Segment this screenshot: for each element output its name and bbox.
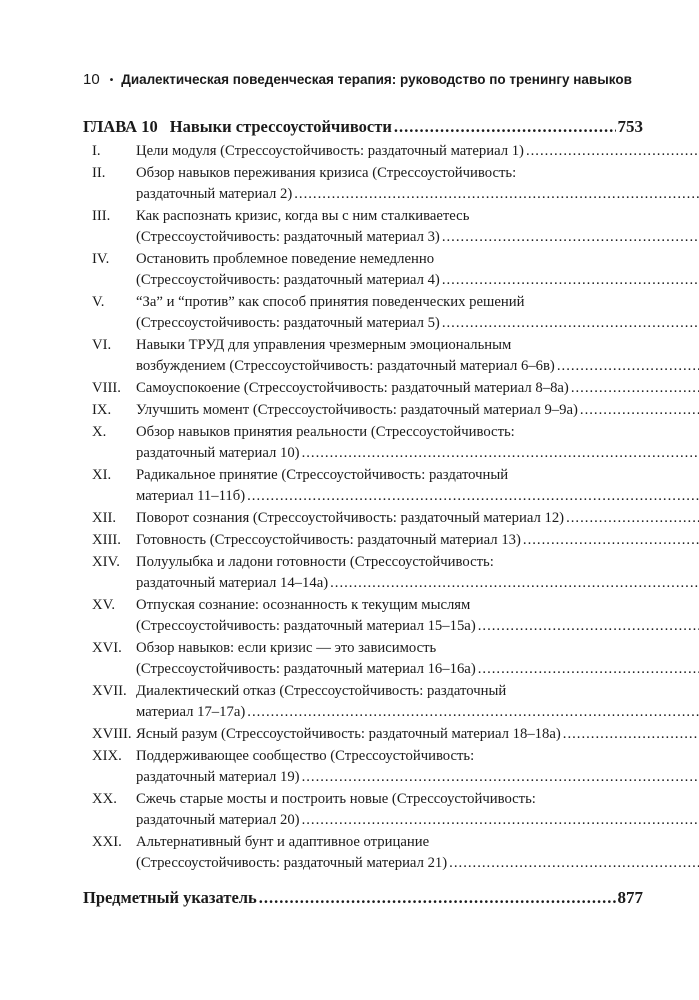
entry-body (136, 249, 699, 291)
dot-leader (571, 378, 699, 399)
entry-body (136, 508, 699, 529)
toc-entry[interactable] (83, 206, 643, 248)
entry-text: (Стрессоустойчивость: раздаточный материал 16–16а) (136, 661, 476, 677)
entry-title-line2 (136, 141, 699, 162)
entry-text: материал 11–11б) (136, 488, 246, 504)
entry-title-line1: Радикальное принятие (Стрессоустойчивость: раздаточный (136, 467, 509, 483)
entry-title-line1: Обзор навыков принятия реальности (Стрессоустойчивость: (136, 424, 515, 440)
entry-text: раздаточный материал 20) (136, 812, 300, 828)
toc-entry[interactable] (83, 292, 643, 334)
entry-number: III. (92, 208, 111, 224)
entry-title-line1: Альтернативный бунт и адаптивное отрицание (136, 834, 430, 850)
entry-body (136, 638, 699, 680)
toc-entry[interactable] (83, 249, 643, 291)
book-title: Диалектическая поведенческая терапия: руководство по тренингу навыков (121, 72, 632, 87)
bullet-separator: • (109, 75, 114, 86)
dot-leader (563, 724, 699, 745)
entry-text: (Стрессоустойчивость: раздаточный материал 4) (136, 272, 440, 288)
dot-leader (526, 141, 699, 162)
entry-number: XVIII. (92, 726, 132, 742)
toc-entry[interactable] (83, 724, 643, 745)
entry-text: раздаточный материал 19) (136, 769, 300, 785)
entry-title-line2 (136, 356, 699, 377)
toc-entry[interactable] (83, 595, 643, 637)
entry-body (136, 746, 699, 788)
dot-leader (394, 116, 616, 138)
entry-title-line2 (136, 810, 699, 831)
toc-entry[interactable] (83, 789, 643, 831)
dot-leader (442, 270, 699, 291)
dot-leader (449, 853, 699, 874)
entry-number: XI. (92, 467, 112, 483)
toc-entries (83, 141, 643, 874)
toc-entry[interactable] (83, 746, 643, 788)
toc-entry[interactable] (83, 400, 643, 421)
entry-number: VIII. (92, 380, 121, 396)
entry-title-line2 (136, 530, 699, 551)
entry-title-line2 (136, 443, 699, 464)
entry-title-line1: Обзор навыков: если кризис — это зависимость (136, 640, 437, 656)
entry-title-line1: Поддерживающее сообщество (Стрессоустойчивость: (136, 748, 475, 764)
dot-leader (442, 227, 699, 248)
entry-title-line2 (136, 270, 699, 291)
entry-body (136, 530, 699, 551)
entry-title-line1: Остановить проблемное поведение немедленно (136, 251, 435, 267)
entry-text: Ясный разум (Стрессоустойчивость: раздаточный материал 18–18а) (136, 726, 561, 742)
entry-title-line1: Отпуская сознание: осознанность к текущим мыслям (136, 597, 471, 613)
entry-number: XXI. (92, 834, 122, 850)
entry-number: XVI. (92, 640, 122, 656)
entry-title-line1: Обзор навыков переживания кризиса (Стрессоустойчивость: (136, 165, 517, 181)
entry-title-line2 (136, 702, 699, 723)
entry-text: Поворот сознания (Стрессоустойчивость: раздаточный материал 12) (136, 510, 565, 526)
entry-number: X. (92, 424, 107, 440)
dot-leader (330, 573, 699, 594)
chapter-label: ГЛАВА 10 (83, 117, 158, 136)
entry-title-line2 (136, 508, 699, 529)
entry-body (136, 552, 699, 594)
entry-text: Готовность (Стрессоустойчивость: раздаточный материал 13) (136, 532, 521, 548)
index-title: Предметный указатель (83, 888, 257, 907)
page-number: 10 (83, 71, 100, 88)
toc-entry[interactable] (83, 378, 643, 399)
entry-body (136, 141, 699, 162)
entry-number: XV. (92, 597, 115, 613)
entry-text: (Стрессоустойчивость: раздаточный материал 15–15а) (136, 618, 476, 634)
dot-leader (557, 356, 699, 377)
toc-entry[interactable] (83, 552, 643, 594)
entry-title-line1: Как распознать кризис, когда вы с ним сталкиваетесь (136, 208, 470, 224)
entry-text: раздаточный материал 14–14а) (136, 575, 329, 591)
dot-leader (580, 400, 699, 421)
entry-number: XIV. (92, 554, 120, 570)
chapter-page: 753 (617, 117, 643, 136)
running-head (83, 71, 643, 88)
entry-text: Цели модуля (Стрессоустойчивость: раздаточный материал 1) (136, 143, 524, 159)
entry-number: XVII. (92, 683, 127, 699)
entry-title-line2 (136, 184, 699, 205)
dot-leader (478, 659, 699, 680)
entry-body (136, 465, 699, 507)
entry-title-line2 (136, 767, 699, 788)
entry-body (136, 789, 699, 831)
entry-title-line1: Сжечь старые мосты и построить новые (Стрессоустойчивость: (136, 791, 536, 807)
entry-body (136, 163, 699, 205)
entry-title-line2 (136, 573, 699, 594)
entry-title-line2 (136, 659, 699, 680)
chapter-title: Навыки стрессоустойчивости (169, 117, 392, 136)
entry-number: IV. (92, 251, 110, 267)
index-page: 877 (617, 888, 643, 907)
entry-body (136, 724, 699, 745)
toc-entry[interactable] (83, 163, 643, 205)
entry-body (136, 681, 699, 723)
entry-text: возбуждением (Стрессоустойчивость: раздаточный материал 6–6в) (136, 358, 555, 374)
entry-number: II. (92, 165, 106, 181)
toc-entry[interactable] (83, 530, 643, 551)
entry-text: (Стрессоустойчивость: раздаточный материал 21) (136, 855, 448, 871)
toc-entry[interactable] (83, 335, 643, 377)
entry-body (136, 832, 699, 874)
toc-entry[interactable] (83, 832, 643, 874)
dot-leader (247, 486, 699, 507)
dot-leader (478, 616, 699, 637)
entry-title-line1: Навыки ТРУД для управления чрезмерным эмоциональным (136, 337, 512, 353)
entry-title-line1: “За” и “против” как способ принятия поведенческих решений (136, 294, 525, 310)
entry-title-line2 (136, 616, 699, 637)
toc-entry[interactable] (83, 141, 643, 162)
entry-title-line2 (136, 400, 699, 421)
entry-title-line2 (136, 486, 699, 507)
entry-body (136, 292, 699, 334)
toc-entry[interactable] (83, 465, 643, 507)
table-of-contents (83, 116, 643, 910)
entry-number: XIX. (92, 748, 122, 764)
dot-leader (302, 810, 699, 831)
entry-title-line2 (136, 313, 699, 334)
entry-title-line1: Полуулыбка и ладони готовности (Стрессоустойчивость: (136, 554, 494, 570)
entry-text: раздаточный материал 2) (136, 186, 293, 202)
entry-title-line2 (136, 378, 699, 399)
dot-leader (566, 508, 699, 529)
dot-leader (302, 443, 699, 464)
entry-title-line1: Диалектический отказ (Стрессоустойчивость: раздаточный (136, 683, 507, 699)
entry-text: раздаточный материал 10) (136, 445, 300, 461)
entry-body (136, 335, 699, 377)
entry-body (136, 206, 699, 248)
entry-number: XIII. (92, 532, 121, 548)
dot-leader (442, 313, 699, 334)
entry-body (136, 422, 699, 464)
entry-number: IX. (92, 402, 112, 418)
entry-body (136, 378, 699, 399)
entry-title-line2 (136, 227, 699, 248)
entry-number: VI. (92, 337, 112, 353)
toc-entry[interactable] (83, 638, 643, 680)
toc-entry[interactable] (83, 681, 643, 723)
entry-title-line2 (136, 724, 699, 745)
entry-text: Улучшить момент (Стрессоустойчивость: раздаточный материал 9–9а) (136, 402, 578, 418)
dot-leader (247, 702, 699, 723)
toc-entry[interactable] (83, 508, 643, 529)
entry-number: XII. (92, 510, 117, 526)
entry-number: XX. (92, 791, 117, 807)
dot-leader (259, 886, 616, 910)
chapter-heading[interactable] (83, 116, 643, 138)
dot-leader (294, 184, 699, 205)
entry-text: (Стрессоустойчивость: раздаточный материал 5) (136, 315, 440, 331)
entry-text: Самоуспокоение (Стрессоустойчивость: раздаточный материал 8–8а) (136, 380, 569, 396)
entry-title-line2 (136, 853, 699, 874)
dot-leader (302, 767, 699, 788)
entry-body (136, 595, 699, 637)
entry-number: I. (92, 143, 101, 159)
entry-body (136, 400, 699, 421)
entry-text: (Стрессоустойчивость: раздаточный материал 3) (136, 229, 440, 245)
index-entry[interactable] (83, 886, 643, 910)
dot-leader (523, 530, 699, 551)
entry-number: V. (92, 294, 105, 310)
entry-text: материал 17–17а) (136, 704, 246, 720)
toc-entry[interactable] (83, 422, 643, 464)
